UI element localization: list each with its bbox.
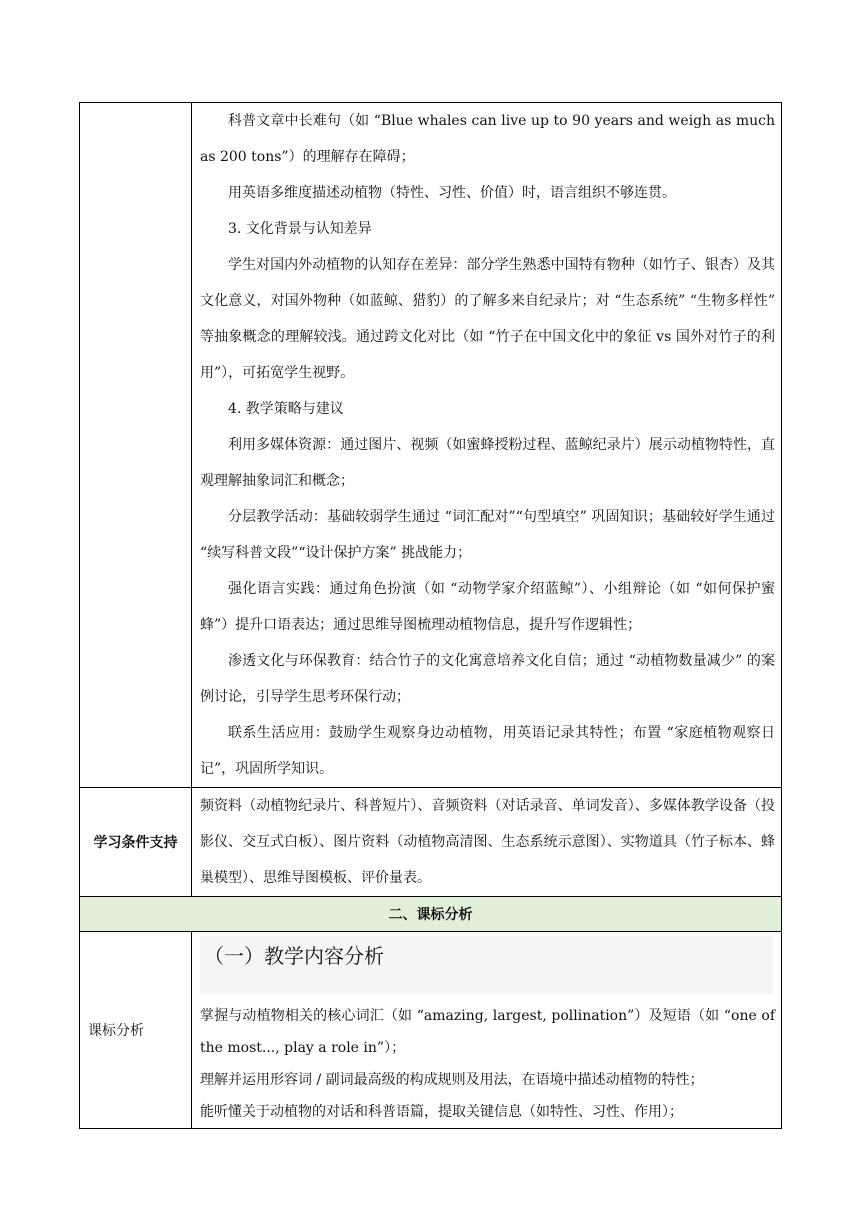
- standards-analysis-label: 课标分析: [80, 932, 192, 1129]
- paragraph: 科普文章中长难句（如 “Blue whales can live up to 90 years and weigh as much as 200 tons”）的理解存在障碍；: [200, 113, 775, 165]
- paragraph: 强化语言实践：通过角色扮演（如 “动物学家介绍蓝鲸”）、小组辩论（如 “如何保护蜜蜂”）提升口语表达；通过思维导图梳理动植物信息，提升写作逻辑性；: [200, 581, 775, 633]
- standards-item: 掌握与动植物相关的核心词汇（如 “amazing, largest, pollination”）及短语（如 “one of the most..., play a role in”）；: [200, 1008, 775, 1056]
- subsection-heading: 3. 文化背景与认知差异: [228, 221, 372, 237]
- learning-support-content-cell: [192, 788, 782, 897]
- learning-support-text: 频资料（动植物纪录片、科普短片）、音频资料（对话录音、单词发音）、多媒体教学设备（投影仪、交互式白板）、图片资料（动植物高清图、生态系统示意图）、实物道具（竹子标本、蜂巢模型）、思维导图模板、评价量表。: [200, 798, 775, 886]
- standards-analysis-content-cell: [192, 932, 782, 1129]
- paragraph: 学生对国内外动植物的认知存在差异：部分学生熟悉中国特有物种（如竹子、银杏）及其文化意义，对国外物种（如蓝鲸、猎豹）的了解多来自纪录片；对 “生态系统” “生物多样性” 等抽象概念的理解较浅。通过跨文化对比（如 “竹子在中国文化中的象征 vs 国外对竹子的利用”），可拓宽学生视野。: [200, 257, 775, 381]
- lesson-plan-table: [79, 102, 782, 1129]
- learner-analysis-content-cell: [192, 103, 782, 788]
- learning-support-label: 学习条件支持: [80, 788, 192, 897]
- paragraph: 渗透文化与环保教育：结合竹子的文化寓意培养文化自信；通过 “动植物数量减少” 的案例讨论，引导学生思考环保行动；: [200, 653, 775, 705]
- content-analysis-subheading: （一）教学内容分析: [200, 936, 773, 994]
- standards-item: 能听懂关于动植物的对话和科普语篇，提取关键信息（如特性、习性、作用）；: [200, 1104, 683, 1120]
- standards-item: 理解并运用形容词 / 副词最高级的构成规则及用法，在语境中描述动植物的特性；: [200, 1072, 704, 1088]
- paragraph: 分层教学活动：基础较弱学生通过 “词汇配对”“句型填空” 巩固知识；基础较好学生通过 “续写科普文段”“设计保护方案” 挑战能力；: [200, 509, 775, 561]
- section-title: 二、课标分析: [80, 897, 782, 932]
- learner-analysis-label-cell: [80, 103, 192, 788]
- paragraph: 利用多媒体资源：通过图片、视频（如蜜蜂授粉过程、蓝鲸纪录片）展示动植物特性，直观理解抽象词汇和概念；: [200, 437, 775, 489]
- section-header-row: [80, 897, 782, 932]
- standards-analysis-row: [80, 932, 782, 1129]
- learner-analysis-row: [80, 103, 782, 788]
- learning-support-row: [80, 788, 782, 897]
- paragraph: 用英语多维度描述动植物（特性、习性、价值）时，语言组织不够连贯。: [228, 185, 676, 201]
- subsection-heading: 4. 教学策略与建议: [228, 401, 344, 417]
- paragraph: 联系生活应用：鼓励学生观察身边动植物，用英语记录其特性；布置 “家庭植物观察日记”，巩固所学知识。: [200, 725, 775, 777]
